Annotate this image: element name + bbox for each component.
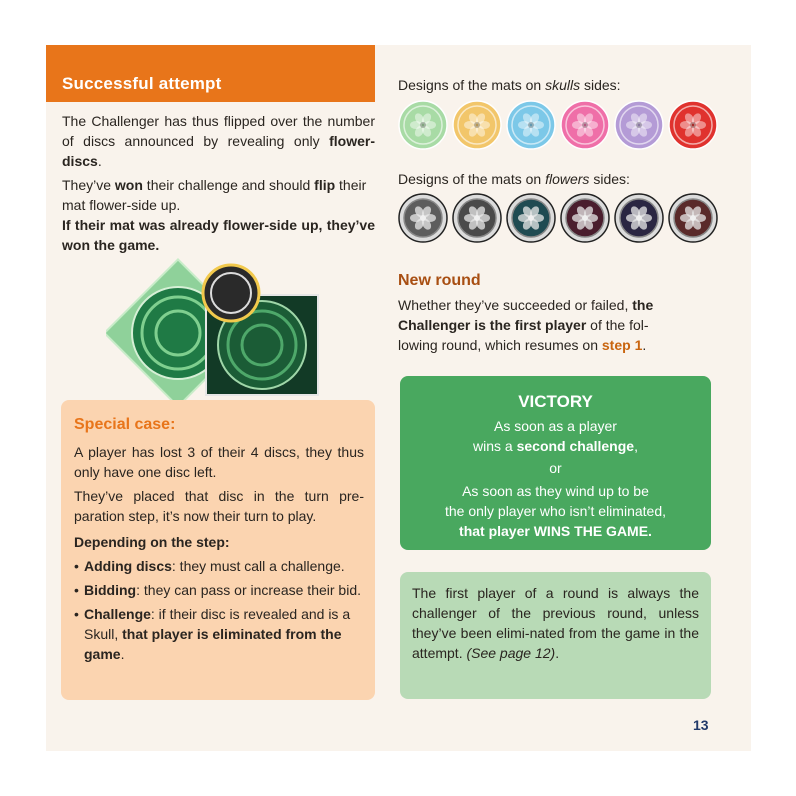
flowers-title-a: Designs of the mats on — [398, 171, 546, 187]
flower-disc-6 — [668, 193, 718, 243]
skull-disc-1 — [398, 100, 448, 150]
new-round-text — [398, 295, 688, 355]
list-item-bold: Challenge — [84, 606, 151, 622]
victory-line-2 — [400, 436, 711, 456]
list-item-end: . — [120, 646, 125, 662]
victory-or: or — [549, 460, 562, 476]
p2-a: They’ve — [62, 177, 115, 193]
special-case-box — [61, 400, 375, 700]
nr-a: Whether they’ve succeeded or failed, — [398, 297, 633, 313]
note-body: The first player of a round is always the challenger of the previous round, unless they’ve been elimi-nated from the game in the attempt. — [412, 585, 699, 661]
section-title: Successful attempt — [62, 74, 222, 93]
flowers-title-b: sides: — [589, 171, 630, 187]
victory-line-2a: wins a — [473, 438, 517, 454]
section-header — [46, 45, 375, 102]
list-item-bold: that player is eliminated from the game — [84, 626, 342, 662]
nr-c: of the fol-lowing round, which resumes on — [398, 317, 649, 353]
skulls-title-b: sides: — [580, 77, 621, 93]
flowers-designs-title — [398, 169, 630, 189]
list-item — [74, 556, 366, 576]
first-player-note — [400, 572, 711, 699]
list-item — [74, 604, 366, 664]
skulls-title-a: Designs of the mats on — [398, 77, 546, 93]
flower-discs-row — [398, 193, 718, 243]
special-case-p1: A player has lost 3 of their 4 discs, they thus only have one disc left. — [74, 444, 364, 480]
victory-box — [400, 376, 711, 550]
note-text — [412, 583, 699, 663]
skull-disc-5 — [614, 100, 664, 150]
skull-disc-4 — [560, 100, 610, 150]
p1-bold: flower-discs — [62, 133, 376, 169]
victory-title: VICTORY — [518, 392, 593, 411]
victory-line-5: that player WINS THE GAME. — [459, 523, 652, 539]
p1-text: The Challenger has thus flipped over the number of discs announced by revealing only — [62, 113, 375, 149]
victory-line-1: As soon as a player — [494, 418, 617, 434]
list-item-text: : they must call a challenge. — [171, 558, 345, 574]
note-page-ref: (See page 12) — [466, 645, 556, 661]
paragraph-won — [62, 175, 375, 215]
special-case-steps-heading: Depending on the step: — [74, 534, 230, 550]
flower-disc-1 — [398, 193, 448, 243]
mats-illustration — [106, 255, 326, 400]
victory-line-4: the only player who isn’t eliminated, — [444, 503, 666, 519]
flower-disc-3 — [506, 193, 556, 243]
p2-c: their challenge and should — [142, 177, 315, 193]
note-end: . — [555, 645, 560, 661]
victory-line-3: As soon as they wind up to be — [462, 483, 649, 499]
p1-end: . — [97, 153, 102, 169]
new-round-title: New round — [398, 272, 481, 289]
list-item — [74, 580, 366, 600]
rules-page — [46, 45, 751, 751]
skulls-title-em: skulls — [545, 77, 581, 93]
special-case-p2: They’ve placed that disc in the turn pre-paration step, it’s now their turn to play. — [74, 488, 364, 524]
p2-d: flip — [314, 177, 336, 193]
special-case-list — [74, 556, 366, 668]
nr-e: . — [642, 337, 647, 353]
list-item-bold: Bidding — [84, 582, 137, 598]
flower-disc-2 — [452, 193, 502, 243]
list-item-text: : if their disc is revealed and is a Skull, — [84, 606, 351, 642]
victory-line-2b: second challenge — [516, 438, 635, 454]
paragraph-challenger — [62, 111, 375, 171]
p2-b: won — [114, 177, 143, 193]
flowers-title-em: flowers — [545, 171, 590, 187]
skull-disc-2 — [452, 100, 502, 150]
list-item-bold: Adding discs — [84, 558, 172, 574]
victory-line-2c: , — [634, 438, 638, 454]
special-case-title: Special case: — [74, 416, 176, 433]
skulls-designs-title — [398, 75, 621, 95]
p2-e: their mat flower-side up. — [62, 177, 367, 213]
skull-discs-row — [398, 100, 718, 150]
flower-disc-4 — [560, 193, 610, 243]
flower-disc-5 — [614, 193, 664, 243]
paragraph-won-game: If their mat was already flower-side up, they’ve won the game. — [62, 217, 375, 253]
skull-disc-3 — [506, 100, 556, 150]
page-number: 13 — [693, 717, 709, 733]
skull-disc-6 — [668, 100, 718, 150]
nr-b: the Challenger is the first player — [398, 297, 654, 333]
nr-step-link: step 1 — [601, 337, 643, 353]
list-item-text: : they can pass or increase their bid. — [136, 582, 362, 598]
